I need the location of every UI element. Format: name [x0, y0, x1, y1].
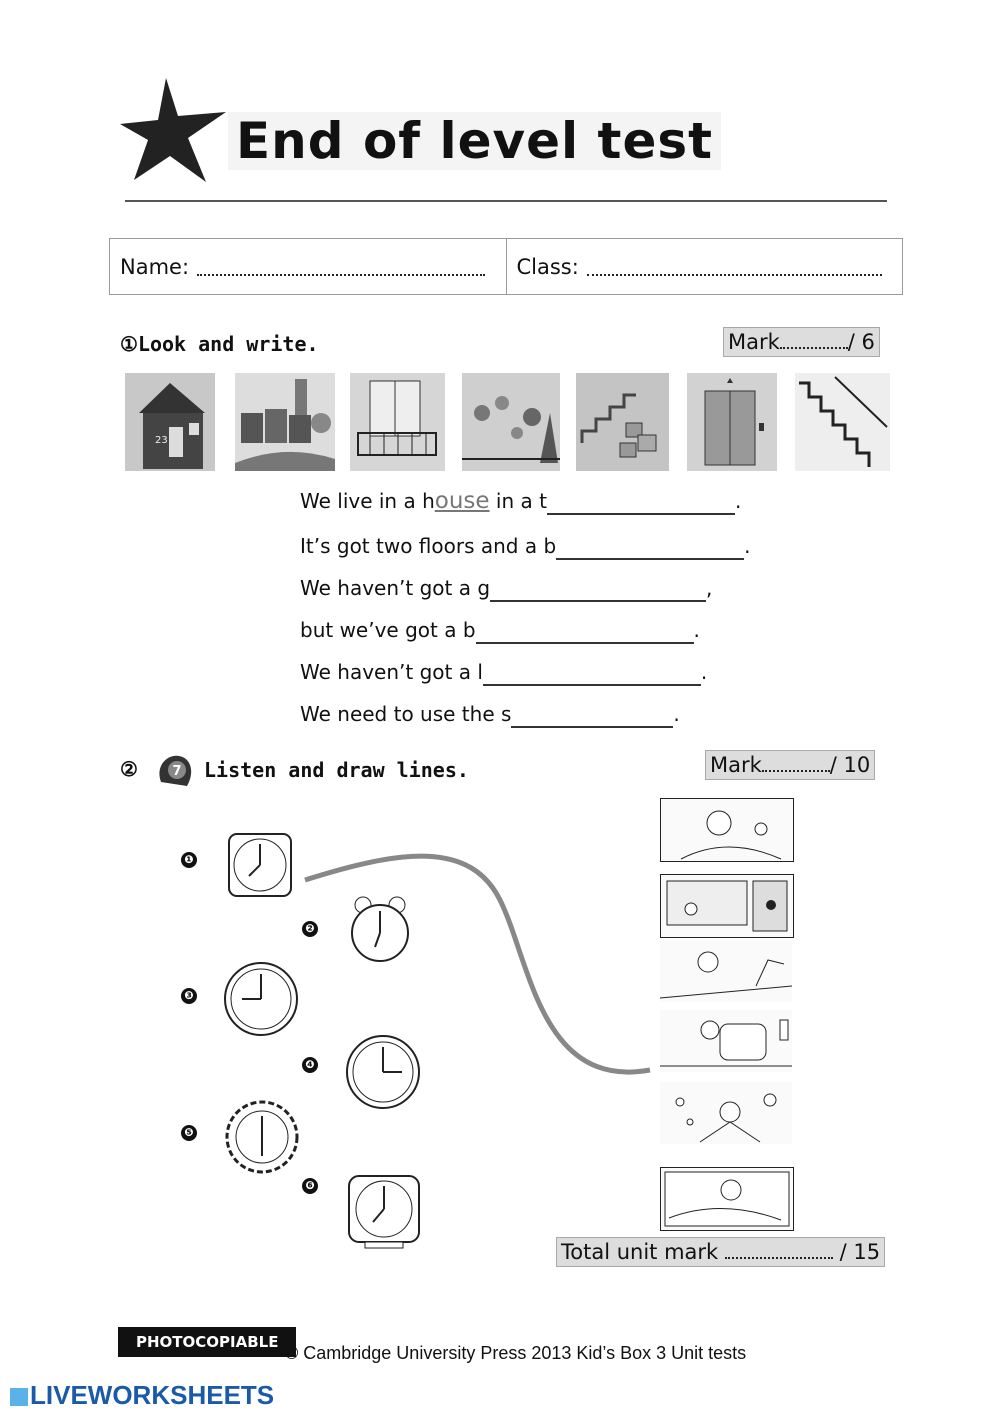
- sentence-5-end: .: [700, 660, 708, 684]
- section2-number: ②: [120, 757, 138, 781]
- copyright-text: © Cambridge University Press 2013 Kid’s Box 3 Unit tests: [285, 1343, 747, 1363]
- scene-shower[interactable]: [660, 1082, 792, 1144]
- clock-2[interactable]: [345, 895, 415, 965]
- section2-title: Listen and draw lines.: [204, 758, 469, 782]
- section2-mark-total: / 10: [829, 753, 871, 777]
- section1-mark-total: / 6: [847, 330, 875, 354]
- sentence-2-start: It’s got two floors and a b: [300, 534, 557, 558]
- clock-number-2: ❷: [302, 921, 318, 937]
- sentence-1-end: .: [734, 489, 742, 513]
- section1-number: ①: [120, 332, 138, 356]
- clock-number-6: ❻: [302, 1178, 318, 1194]
- house-number: 23: [155, 435, 168, 446]
- liveworksheets-icon: [10, 1388, 28, 1406]
- class-label: Class:: [516, 254, 579, 279]
- sentence-1-example-answer: ouse: [434, 488, 490, 514]
- sentence-4-end: .: [693, 618, 700, 642]
- sentence-1-start: We live in a h: [300, 489, 435, 513]
- section1-title: Look and write.: [137, 332, 319, 356]
- clock-number-4: ❹: [302, 1057, 318, 1073]
- sentence-6-end: .: [673, 702, 680, 726]
- liveworksheets-logo[interactable]: [10, 1380, 274, 1411]
- sentence-3-start: We haven’t got a g: [300, 576, 491, 600]
- clock-number-3: ❸: [181, 988, 197, 1004]
- scene-sleeping[interactable]: [660, 1167, 794, 1231]
- scene-homework[interactable]: [660, 940, 792, 1002]
- total-mark-field[interactable]: [725, 1243, 833, 1259]
- clock-1[interactable]: [225, 830, 295, 900]
- total-mark-total: / 15: [839, 1240, 881, 1264]
- clock-6[interactable]: [345, 1172, 423, 1250]
- liveworksheets-brand: LIVEWORKSHEETS: [30, 1380, 275, 1410]
- clock-number-5: ❺: [181, 1125, 197, 1141]
- sentence-2-end: .: [744, 534, 751, 558]
- photocopiable-badge: PHOTOCOPIABLE: [118, 1327, 296, 1357]
- clock-5[interactable]: [222, 1100, 302, 1175]
- name-label: Name:: [120, 254, 190, 279]
- clock-4[interactable]: [344, 1033, 422, 1111]
- audio-track-number: 7: [172, 764, 182, 779]
- scene-bedtime[interactable]: [660, 1010, 792, 1072]
- sentence-6-start: We need to use the s: [300, 702, 512, 726]
- section1-mark-label: Mark: [728, 330, 780, 354]
- total-mark: [556, 1237, 885, 1267]
- total-mark-label: Total unit mark: [561, 1240, 719, 1264]
- sentence-3-end: ,: [706, 576, 713, 600]
- sentence-1-middle: in a t: [489, 489, 547, 513]
- scene-bus[interactable]: [660, 874, 794, 938]
- clock-3[interactable]: [222, 960, 300, 1038]
- sentence-5-start: We haven’t got a l: [300, 660, 483, 684]
- sentence-4-start: but we’ve got a b: [300, 618, 476, 642]
- clock-number-1: ❶: [181, 852, 197, 868]
- page-title: End of level test: [228, 112, 721, 170]
- section2-mark-label: Mark: [710, 753, 762, 777]
- scene-waking-up[interactable]: [660, 798, 794, 862]
